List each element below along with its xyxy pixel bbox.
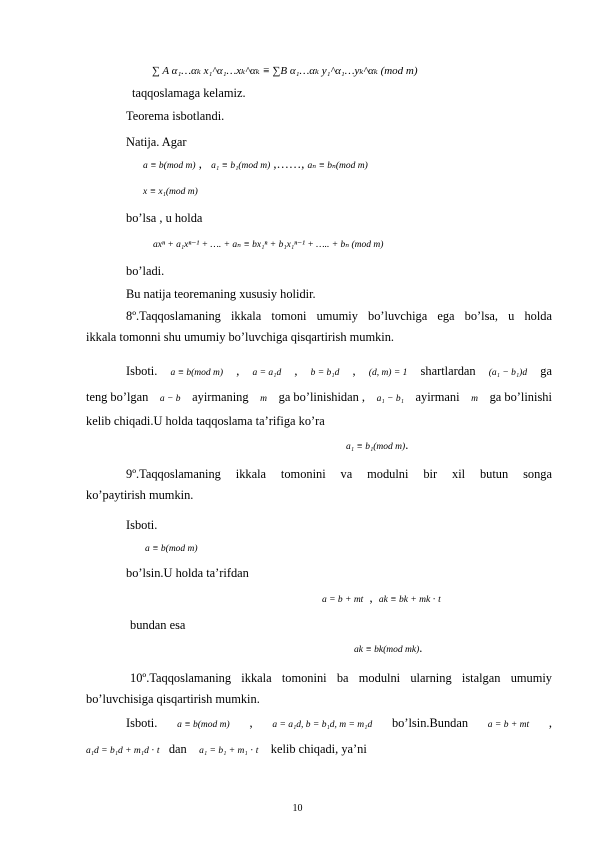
- formula-p8-result: a₁ ≡ b₁(mod m).: [346, 438, 409, 452]
- page-number: 10: [292, 803, 303, 814]
- text-bolsa-u-holda: bo’lsa , u holda: [126, 211, 203, 225]
- formula-a1-equiv-b1: a₁ ≡ b₁(mod m): [211, 161, 271, 171]
- text-p9-isboti: Isboti.: [126, 518, 158, 532]
- formula-p10-d: a₁d = b₁d + m₁d ⋅ t: [86, 746, 160, 756]
- formula-p8-d: (d, m) = 1: [368, 368, 408, 378]
- formula-an-equiv-bn: aₙ ≡ bₙ(mod m): [307, 161, 368, 171]
- property-9-line-1: 9º.Taqqoslamaning ikkala tomonini va modulni bir xil butun songa: [126, 467, 552, 481]
- formula-p9-definition: a = b + mt , ak ≡ bk + mk ⋅ t: [322, 591, 441, 605]
- text-taqqoslamaga: taqqoslamaga kelamiz.: [132, 86, 246, 100]
- formula-p8-b: a = a₁d: [252, 368, 282, 378]
- formula-p8-g: m: [260, 394, 268, 404]
- property-10-proof-line-1: Isboti. a ≡ b(mod m) , a = a₁d, b = b₁d, m = m₁d bo’lsin.Bundan a = b + mt ,: [126, 716, 552, 733]
- property-10-line-1: 10º.Taqqoslamaning ikkala tomonini ba modulni ularning istalgan umumiy: [130, 671, 552, 685]
- formula-p8-h: a₁ − b₁: [376, 394, 404, 404]
- property-9-statement: [86, 464, 552, 506]
- formula-p9-a: a ≡ b(mod m): [145, 544, 198, 554]
- formula-p9-b: a = b + mt: [322, 595, 364, 605]
- formula-p8-a: a ≡ b(mod m): [170, 368, 224, 378]
- property-10-line-2: bo’luvchisiga qisqartirish mumkin.: [86, 692, 260, 706]
- property-8-proof-line-1: Isboti. a ≡ b(mod m) , a = a₁d , b = b₁d , (d, m) = 1 shartlardan (a₁ − b₁)d ga: [126, 364, 552, 381]
- formula-p9-c: ak ≡ bk + mk ⋅ t: [378, 595, 441, 605]
- formula-p9-result: ak ≡ bk(mod mk).: [354, 641, 423, 655]
- property-10-proof-line-2: a₁d = b₁d + m₁d ⋅ t dan a₁ = b₁ + m₁ ⋅ t kelib chiqadi, ya’ni: [86, 742, 367, 756]
- formula-sum-congruence: ∑ A α₁…αₖ x₁^α₁…xₖ^αₖ ≡ ∑B α₁…αₖ y₁^α₁…yₖ^αₖ (mod m): [152, 65, 418, 77]
- formula-p8-i: m: [471, 394, 479, 404]
- text-natija: Natija. Agar: [126, 135, 187, 149]
- property-9-line-2: ko’paytirish mumkin.: [86, 488, 194, 502]
- property-8-statement: [86, 306, 552, 348]
- property-10-statement: [86, 668, 552, 710]
- formula-p8-e: (a₁ − b₁)d: [488, 368, 528, 378]
- text-xususiy-holidir: Bu natija teoremaning xususiy holidir.: [126, 287, 316, 301]
- text-teorema-isbotlandi: Teorema isbotlandi.: [126, 109, 225, 123]
- text-boladi: bo’ladi.: [126, 264, 165, 278]
- property-8-proof-line-2: teng bo’lgan a − b ayirmaning m ga bo’linishidan , a₁ − b₁ ayirmani m ga bo’linishi: [86, 390, 552, 407]
- text-p9-bolsin: bo’lsin.U holda ta’rifdan: [126, 566, 249, 580]
- formula-dots: ,……,: [273, 157, 305, 171]
- formula-p8-c: b = b₁d: [310, 368, 340, 378]
- formula-polynomial: axⁿ + a₁xⁿ⁻¹ + …. + aₙ ≡ bx₁ⁿ + b₁x₁ⁿ⁻¹ + ….. + bₙ (mod m): [153, 240, 384, 250]
- text-p9-bundan: bundan esa: [130, 618, 186, 632]
- formula-p10-a: a ≡ b(mod m): [177, 720, 230, 730]
- text-p8-kelib: kelib chiqadi.U holda taqqoslama ta’rifiga ko’ra: [86, 414, 325, 428]
- formula-x-equiv-x1: x ≡ x₁(mod m): [143, 187, 198, 197]
- formula-p10-b: a = a₁d, b = b₁d, m = m₁d: [272, 720, 373, 730]
- property-8-line-1: 8º.Taqqoslamaning ikkala tomoni umumiy bo’luvchiga ega bo’lsa, u holda: [126, 309, 552, 323]
- formula-conditions-row: a ≡ b(mod m) , a₁ ≡ b₁(mod m) ,……, aₙ ≡ bₙ(mod m): [143, 157, 368, 171]
- property-8-line-2: ikkala tomonni shu umumiy bo’luvchiga qisqartirish mumkin.: [86, 330, 395, 344]
- formula-p10-c: a = b + mt: [487, 720, 530, 730]
- formula-p8-f: a − b: [159, 394, 181, 404]
- formula-p10-e: a₁ = b₁ + m₁ ⋅ t: [199, 746, 259, 756]
- formula-a-equiv-b: a ≡ b(mod m): [143, 161, 196, 171]
